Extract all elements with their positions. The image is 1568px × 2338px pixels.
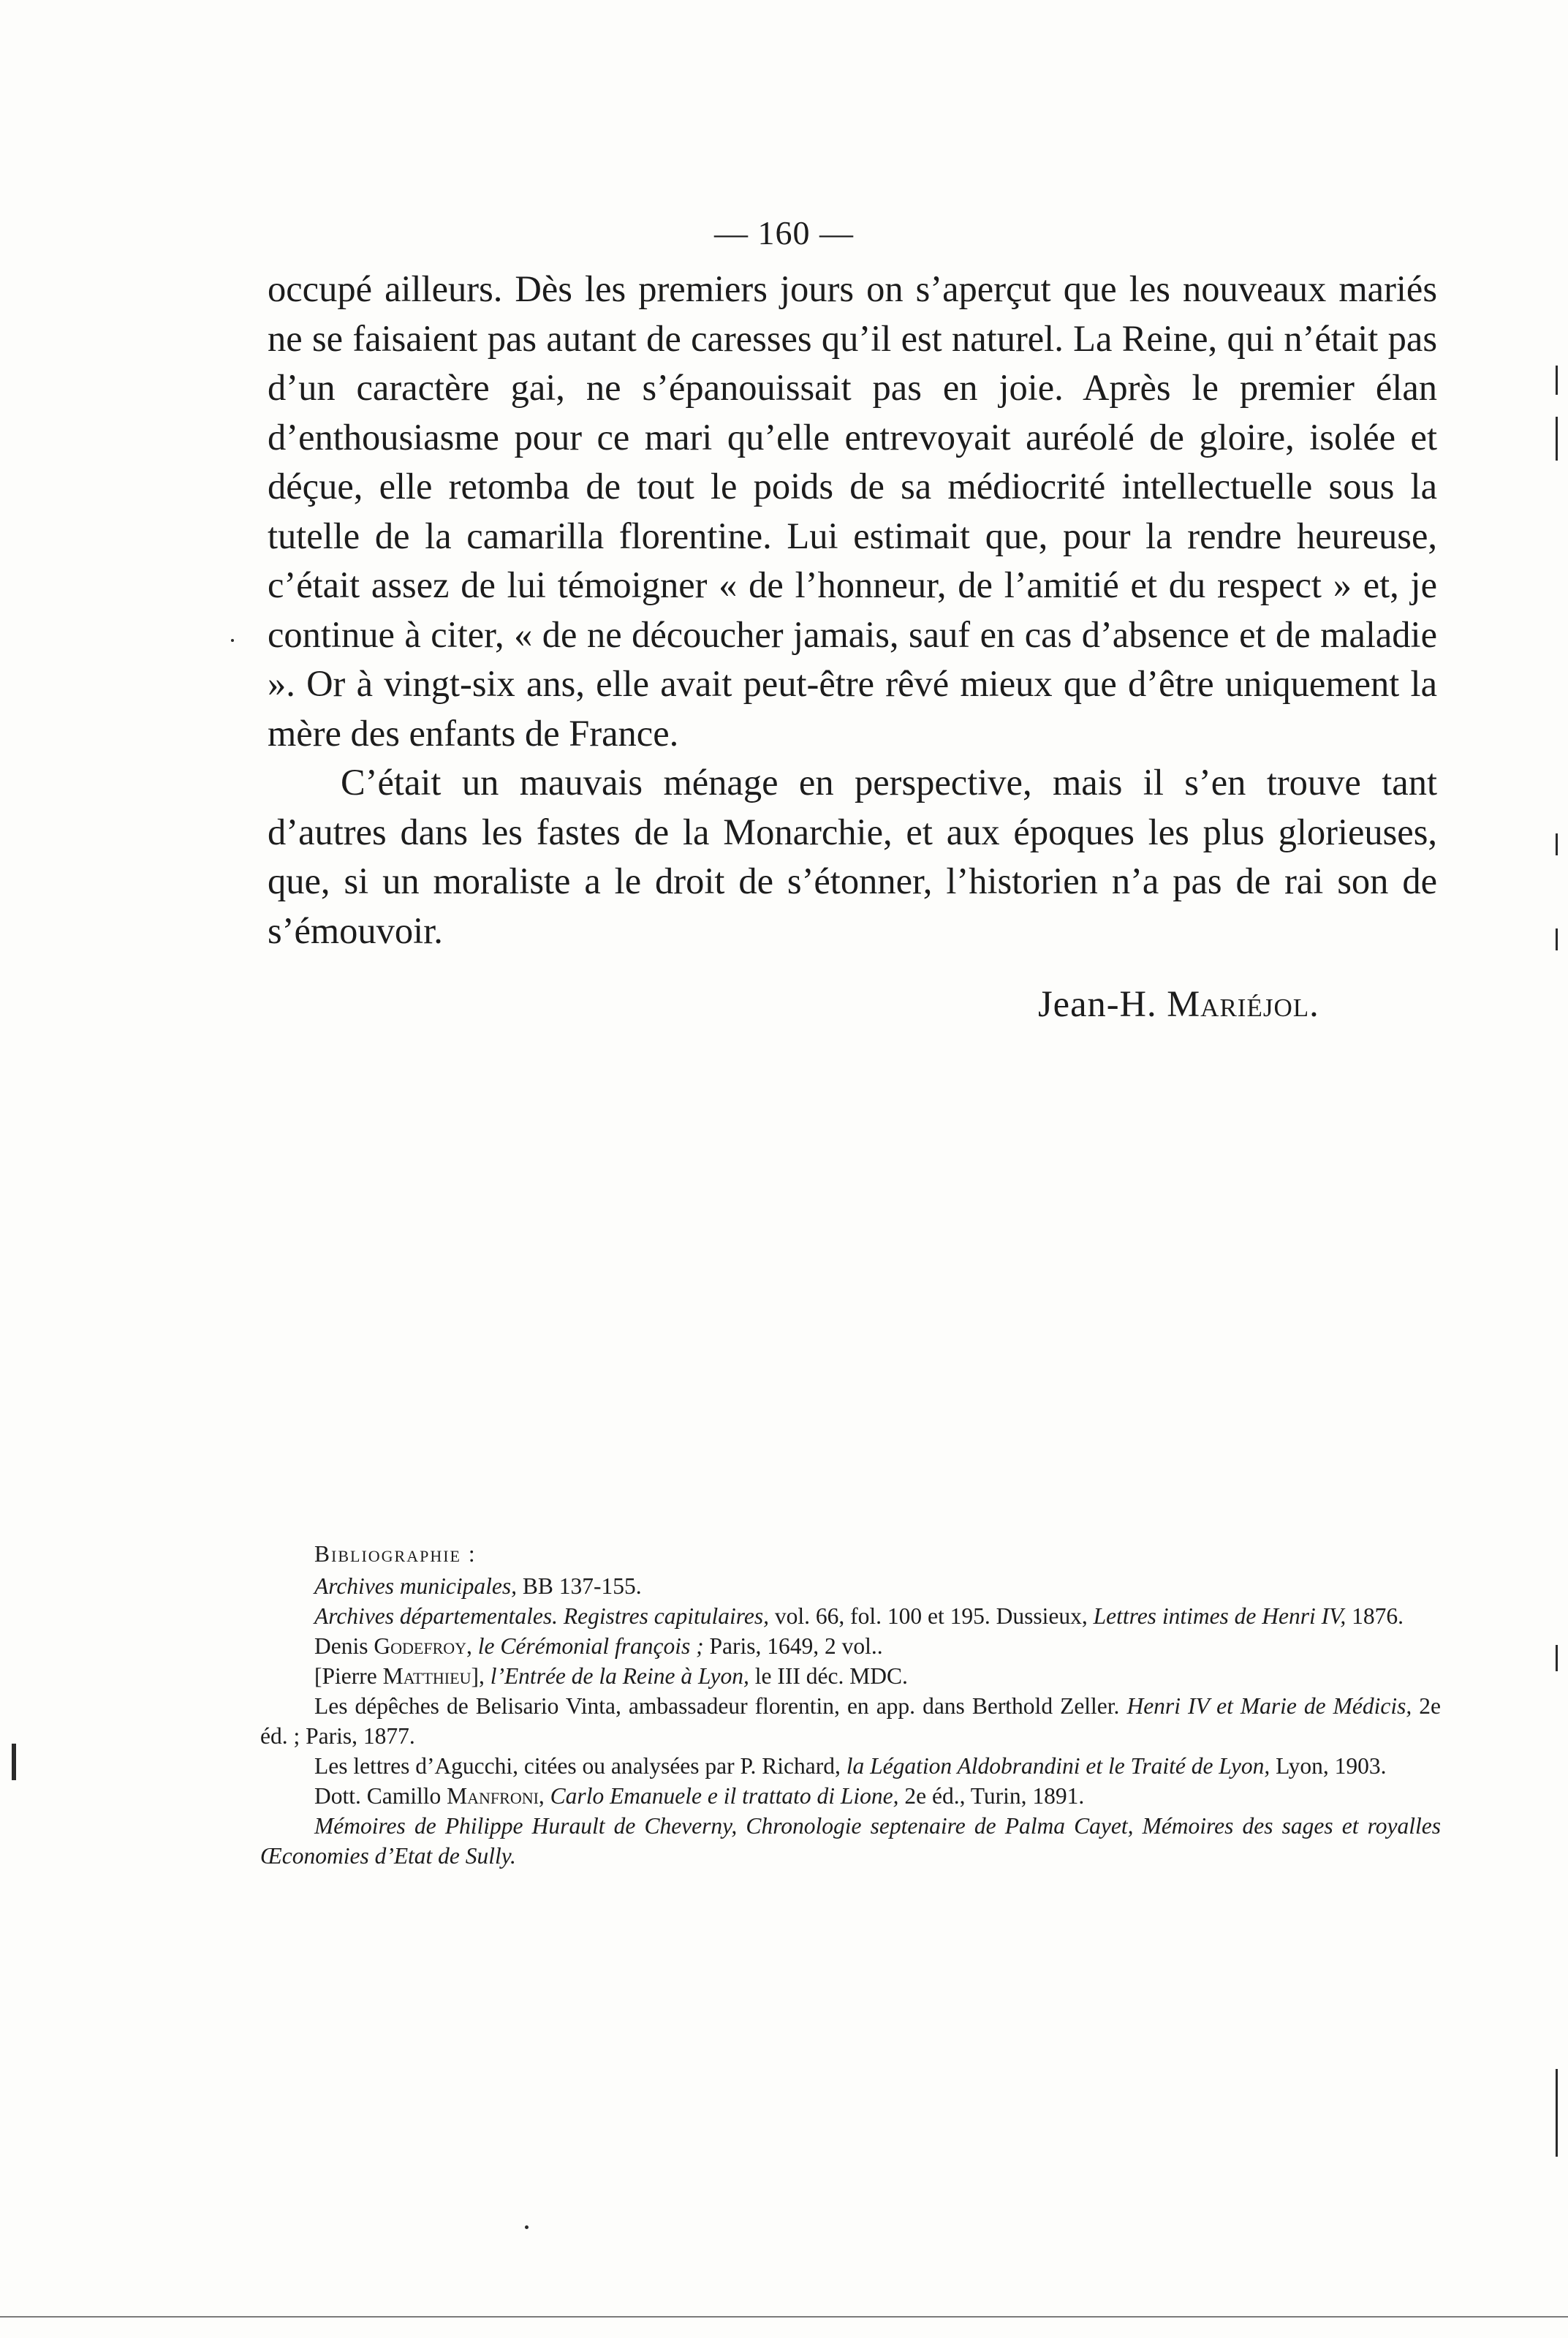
- bottom-rule: [0, 2316, 1568, 2318]
- bib-title: Archives municipales,: [314, 1573, 518, 1599]
- bib-title: Lettres intimes de Henri IV,: [1093, 1603, 1347, 1629]
- bibliography-entry: [260, 1601, 1441, 1631]
- bib-author-surname: Manfroni,: [447, 1783, 545, 1809]
- scan-mark: [1556, 1645, 1558, 1671]
- paragraph-1: occupé ailleurs. Dès les premiers jours on s’aperçut que les nouveaux mariés ne se faisaient pas autant de caresses qu’il est naturel. La Reine, qui n’était pas d’un caractère gai, ne s’épanouissait pas en joie. Après le premier élan d’enthousiasme pour ce mari qu’elle entrevoyait auréolé de gloire, isolée et déçue, elle retomba de tout le poids de sa médiocrité intellectuelle sous la tutelle de la camarilla florentine. Lui estimait que, pour la rendre heureuse, c’était assez de lui témoigner « de l’honneur, de l’amitié et du respect » et, je continue à citer, « de ne découcher jamais, sauf en cas d’absence et de maladie ». Or à vingt-six ans, elle avait peut-être rêvé mieux que d’être uniquement la mère des enfants de France.: [268, 268, 1437, 754]
- bib-detail: BB 137-155.: [517, 1573, 642, 1599]
- bibliography-heading: Bibliographie :: [314, 1541, 477, 1567]
- scan-mark: [1556, 2069, 1558, 2157]
- bibliography-entry: [260, 1631, 1441, 1661]
- bib-author: Denis: [314, 1633, 374, 1659]
- bib-detail: 2e éd. ; Paris, 1877.: [260, 1693, 1442, 1749]
- bib-title: Archives départementales. Registres capitulaires,: [314, 1603, 769, 1629]
- bib-detail: Les lettres d’Agucchi, citées ou analysées par P. Richard,: [314, 1753, 847, 1779]
- scan-mark: [1556, 417, 1558, 461]
- bib-title: la Légation Aldobrandini et le Traité de Lyon,: [846, 1753, 1270, 1779]
- scan-mark: [1556, 833, 1558, 855]
- bib-detail: le III déc. MDC.: [749, 1663, 908, 1689]
- scan-mark: [231, 639, 234, 642]
- scan-mark: [12, 1744, 16, 1780]
- scan-mark: [1556, 366, 1558, 395]
- bibliography: [260, 1539, 1441, 1871]
- scan-mark: [525, 2225, 529, 2229]
- bib-detail: vol. 66, fol. 100 et 195. Dussieux,: [769, 1603, 1094, 1629]
- bibliography-entry: [260, 1751, 1441, 1781]
- scan-mark: [1556, 928, 1558, 950]
- body-text: [268, 265, 1437, 956]
- bib-author: [Pierre: [314, 1663, 383, 1689]
- page-number: — 160 —: [714, 214, 854, 251]
- signature-last-name: Mariéjol.: [1167, 983, 1319, 1024]
- bib-author-surname: Matthieu: [382, 1663, 471, 1689]
- paragraph-2: C’était un mauvais ménage en perspective, mais il s’en trouve tant d’autres dans les fastes de la Monarchie, et aux époques les plus glorieuses, que, si un moraliste a le droit de s’étonner, l’historien n’a pas de rai son de s’émouvoir.: [268, 762, 1437, 951]
- bib-author-surname: Godefroy,: [374, 1633, 472, 1659]
- bib-detail: Les dépêches de Belisario Vinta, ambassadeur florentin, en app. dans Berthold Zeller.: [314, 1693, 1127, 1719]
- bibliography-entry: [260, 1811, 1441, 1871]
- author-signature: [1038, 980, 1447, 1029]
- bibliography-entry: [260, 1571, 1441, 1601]
- bib-title: le Cérémonial françois ;: [471, 1633, 704, 1659]
- bib-detail: Paris, 1649, 2 vol..: [703, 1633, 883, 1659]
- bib-title: Henri IV et Marie de Médicis,: [1126, 1693, 1412, 1719]
- bib-author: ],: [471, 1663, 491, 1689]
- bib-detail: Lyon, 1903.: [1270, 1753, 1387, 1779]
- bibliography-entry: [260, 1691, 1441, 1751]
- bib-title: Carlo Emanuele e il trattato di Lione,: [544, 1783, 899, 1809]
- bibliography-entry: [260, 1661, 1441, 1691]
- bib-title: l’Entrée de la Reine à Lyon,: [490, 1663, 749, 1689]
- signature-first-name: Jean-H.: [1038, 983, 1157, 1024]
- bib-detail: 1876.: [1346, 1603, 1404, 1629]
- bib-detail: 2e éd., Turin, 1891.: [898, 1783, 1085, 1809]
- bibliography-entry: [260, 1781, 1441, 1811]
- bib-author: Dott. Camillo: [314, 1783, 447, 1809]
- bib-title: Mémoires de Philippe Hurault de Cheverny, Chronologie septenaire de Palma Cayet, Mémoires des sages et royalles Œconomies d’Etat de Sully.: [260, 1813, 1441, 1869]
